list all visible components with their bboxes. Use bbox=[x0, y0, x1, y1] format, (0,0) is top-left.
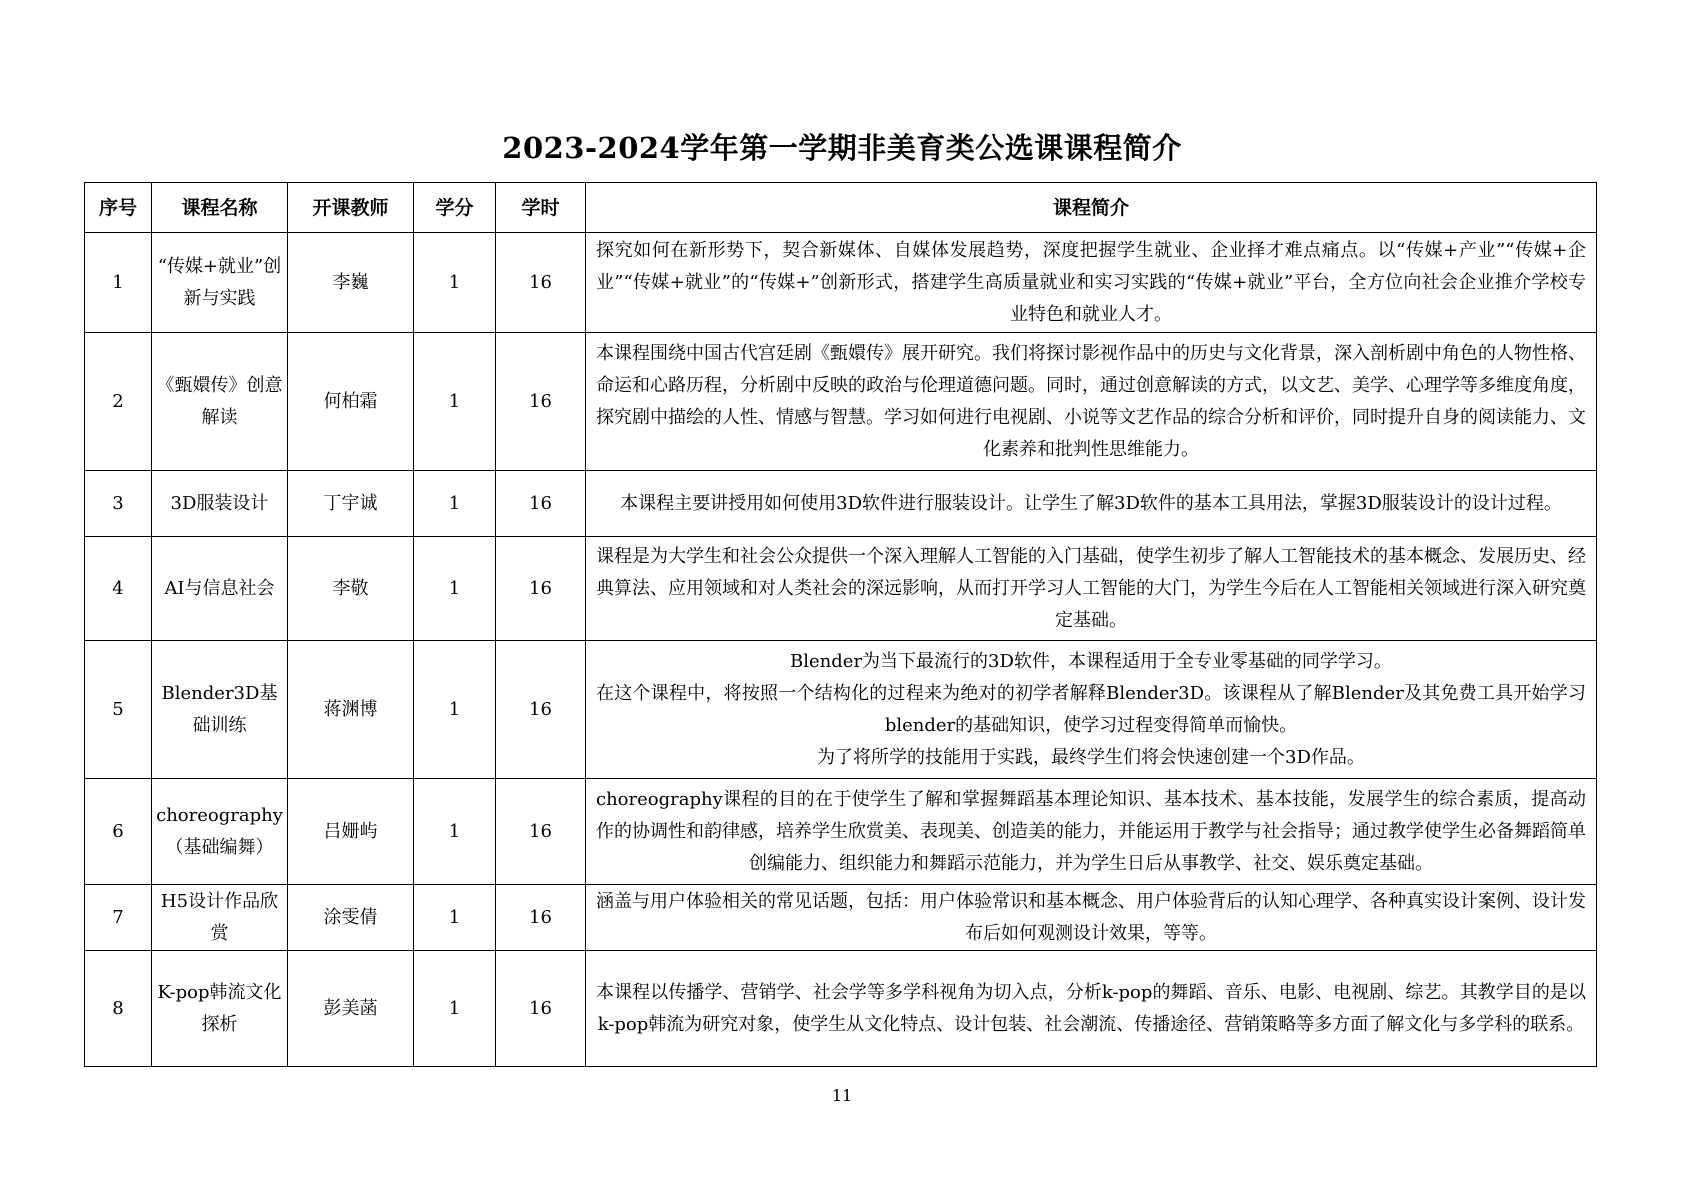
cell-credit: 1 bbox=[414, 233, 496, 333]
table-row bbox=[85, 641, 1597, 779]
cell-name: Blender3D基础训练 bbox=[152, 641, 288, 779]
cell-hours: 16 bbox=[496, 951, 586, 1067]
cell-no: 7 bbox=[85, 885, 152, 951]
cell-name: H5设计作品欣赏 bbox=[152, 885, 288, 951]
cell-teacher: 彭美菡 bbox=[288, 951, 414, 1067]
col-header-desc: 课程简介 bbox=[586, 183, 1597, 233]
cell-no: 5 bbox=[85, 641, 152, 779]
cell-name: “传媒+就业”创新与实践 bbox=[152, 233, 288, 333]
cell-hours: 16 bbox=[496, 885, 586, 951]
cell-desc bbox=[586, 641, 1597, 779]
cell-desc: 探究如何在新形势下，契合新媒体、自媒体发展趋势，深度把握学生就业、企业择才难点痛点。以“传媒+产业”“传媒+企业”“传媒+就业”的“传媒+”创新形式，搭建学生高质量就业和实习实践的“传媒+就业”平台，全方位向社会企业推介学校专业特色和就业人才。 bbox=[586, 233, 1597, 333]
col-header-teacher: 开课教师 bbox=[288, 183, 414, 233]
cell-hours: 16 bbox=[496, 333, 586, 471]
cell-no: 3 bbox=[85, 471, 152, 537]
cell-credit: 1 bbox=[414, 951, 496, 1067]
cell-teacher: 李巍 bbox=[288, 233, 414, 333]
cell-name: AI与信息社会 bbox=[152, 537, 288, 641]
cell-teacher: 丁宇诚 bbox=[288, 471, 414, 537]
table-row bbox=[85, 951, 1597, 1067]
cell-no: 1 bbox=[85, 233, 152, 333]
cell-hours: 16 bbox=[496, 471, 586, 537]
cell-hours: 16 bbox=[496, 537, 586, 641]
cell-credit: 1 bbox=[414, 537, 496, 641]
cell-credit: 1 bbox=[414, 779, 496, 885]
desc-line: 在这个课程中，将按照一个结构化的过程来为绝对的初学者解释Blender3D。该课程从了解Blender及其免费工具开始学习blender的基础知识，使学习过程变得简单而愉快。 bbox=[596, 682, 1586, 736]
table-header-row bbox=[85, 183, 1597, 233]
cell-name: 《甄嬛传》创意解读 bbox=[152, 333, 288, 471]
cell-no: 6 bbox=[85, 779, 152, 885]
cell-credit: 1 bbox=[414, 885, 496, 951]
cell-hours: 16 bbox=[496, 233, 586, 333]
cell-teacher: 涂雯倩 bbox=[288, 885, 414, 951]
desc-line: 为了将所学的技能用于实践，最终学生们将会快速创建一个3D作品。 bbox=[817, 746, 1365, 768]
cell-name: K-pop韩流文化探析 bbox=[152, 951, 288, 1067]
cell-name: 3D服装设计 bbox=[152, 471, 288, 537]
table-row bbox=[85, 885, 1597, 951]
cell-desc: 本课程围绕中国古代宫廷剧《甄嬛传》展开研究。我们将探讨影视作品中的历史与文化背景，深入剖析剧中角色的人物性格、命运和心路历程，分析剧中反映的政治与伦理道德问题。同时，通过创意解读的方式，以文艺、美学、心理学等多维度角度，探究剧中描绘的人性、情感与智慧。学习如何进行电视剧、小说等文艺作品的综合分析和评价，同时提升自身的阅读能力、文化素养和批判性思维能力。 bbox=[586, 333, 1597, 471]
cell-hours: 16 bbox=[496, 641, 586, 779]
cell-credit: 1 bbox=[414, 333, 496, 471]
cell-hours: 16 bbox=[496, 779, 586, 885]
table-row bbox=[85, 537, 1597, 641]
col-header-hours: 学时 bbox=[496, 183, 586, 233]
desc-line: Blender为当下最流行的3D软件，本课程适用于全专业零基础的同学学习。 bbox=[790, 650, 1392, 672]
cell-desc: 本课程以传播学、营销学、社会学等多学科视角为切入点，分析k-pop的舞蹈、音乐、电影、电视剧、综艺。其教学目的是以k-pop韩流为研究对象，使学生从文化特点、设计包装、社会潮流、传播途径、营销策略等多方面了解文化与多学科的联系。 bbox=[586, 951, 1597, 1067]
cell-desc: choreography课程的目的在于使学生了解和掌握舞蹈基本理论知识、基本技术、基本技能，发展学生的综合素质，提高动作的协调性和韵律感，培养学生欣赏美、表现美、创造美的能力，并能运用于教学与社会指导；通过教学使学生必备舞蹈简单创编能力、组织能力和舞蹈示范能力，并为学生日后从事教学、社交、娱乐奠定基础。 bbox=[586, 779, 1597, 885]
col-header-no: 序号 bbox=[85, 183, 152, 233]
cell-desc: 涵盖与用户体验相关的常见话题，包括：用户体验常识和基本概念、用户体验背后的认知心理学、各种真实设计案例、设计发布后如何观测设计效果，等等。 bbox=[586, 885, 1597, 951]
cell-credit: 1 bbox=[414, 641, 496, 779]
col-header-credit: 学分 bbox=[414, 183, 496, 233]
cell-teacher: 吕姗屿 bbox=[288, 779, 414, 885]
cell-teacher: 何柏霜 bbox=[288, 333, 414, 471]
cell-desc: 课程是为大学生和社会公众提供一个深入理解人工智能的入门基础，使学生初步了解人工智能技术的基本概念、发展历史、经典算法、应用领域和对人类社会的深远影响，从而打开学习人工智能的大门，为学生今后在人工智能相关领域进行深入研究奠定基础。 bbox=[586, 537, 1597, 641]
course-table bbox=[84, 182, 1597, 1067]
cell-no: 8 bbox=[85, 951, 152, 1067]
cell-desc: 本课程主要讲授用如何使用3D软件进行服装设计。让学生了解3D软件的基本工具用法，掌握3D服装设计的设计过程。 bbox=[586, 471, 1597, 537]
page-number: 11 bbox=[831, 1086, 853, 1105]
cell-no: 4 bbox=[85, 537, 152, 641]
cell-teacher: 李敬 bbox=[288, 537, 414, 641]
cell-teacher: 蒋渊博 bbox=[288, 641, 414, 779]
col-header-name: 课程名称 bbox=[152, 183, 288, 233]
cell-no: 2 bbox=[85, 333, 152, 471]
table-row bbox=[85, 779, 1597, 885]
cell-credit: 1 bbox=[414, 471, 496, 537]
table-row bbox=[85, 333, 1597, 471]
table-row bbox=[85, 233, 1597, 333]
table-row bbox=[85, 471, 1597, 537]
cell-name: choreography（基础编舞） bbox=[152, 779, 288, 885]
page-title: 2023-2024学年第一学期非美育类公选课课程简介 bbox=[502, 131, 1182, 165]
